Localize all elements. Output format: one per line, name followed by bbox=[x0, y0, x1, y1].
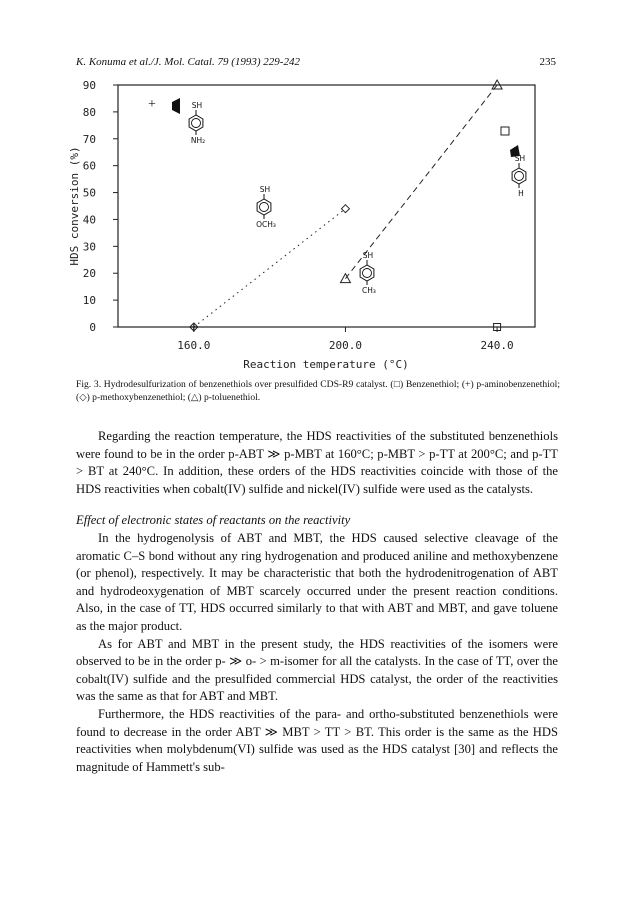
aromatic-circle bbox=[515, 172, 524, 181]
thiol-group-label: SH bbox=[259, 185, 271, 194]
structure-methoxybenzenethiol bbox=[256, 185, 276, 229]
y-tick-label: 30 bbox=[82, 240, 96, 254]
aromatic-circle bbox=[192, 119, 201, 128]
figure-caption: Fig. 3. Hydrodesulfurization of benzenethiols over presulfided CDS-R9 catalyst. (□) Benzenethiol; (+) p-aminobenzenethiol; (◇) p-methoxybenzenethiol; (△) p-toluenethiol. bbox=[76, 379, 560, 403]
body-text bbox=[76, 428, 558, 776]
y-tick-label: 20 bbox=[82, 267, 96, 281]
page-number: 235 bbox=[539, 56, 556, 68]
y-axis-label: HDS conversion (%) bbox=[68, 146, 81, 266]
section-heading: Effect of electronic states of reactants on the reactivity bbox=[76, 513, 351, 528]
chart-axes bbox=[83, 79, 535, 352]
aromatic-circle bbox=[363, 269, 372, 278]
thiol-group-label: SH bbox=[514, 154, 526, 163]
y-tick-label: 60 bbox=[82, 159, 96, 173]
y-tick-label: 90 bbox=[82, 79, 96, 92]
legend-square-marker bbox=[501, 127, 509, 135]
chart-series bbox=[190, 80, 502, 331]
substituent-label: CH₃ bbox=[362, 286, 376, 295]
structure-toluenethiol bbox=[360, 251, 376, 295]
structure-benzenethiol bbox=[512, 154, 526, 198]
plot-frame bbox=[118, 85, 535, 327]
paragraph-1: Regarding the reaction temperature, the HDS reactivities of the substituted benzenethiols were found to be in the order p-ABT ≫ p-MBT at 160°C; p-MBT > p-TT at 200°C; and p-TT > BT at 240°C. In addition, these orders of the HDS reactivities coincide with those of the HDS reactivities when cobalt(IV) sulfide and nickel(IV) sulfide were used as the catalysts. bbox=[76, 429, 558, 496]
aromatic-circle bbox=[260, 203, 269, 212]
thiol-group-label: SH bbox=[362, 251, 374, 260]
arrow-pointer bbox=[172, 98, 180, 114]
series-line bbox=[345, 85, 497, 279]
x-tick-label: 160.0 bbox=[177, 339, 211, 352]
x-tick-label: 240.0 bbox=[480, 339, 514, 352]
y-tick-label: 80 bbox=[82, 105, 96, 119]
substituent-label: OCH₃ bbox=[256, 220, 276, 229]
x-tick-label: 200.0 bbox=[328, 339, 363, 352]
chemical-structures bbox=[148, 97, 526, 295]
thiol-group-label: SH bbox=[191, 101, 203, 110]
running-title: K. Konuma et al./J. Mol. Catal. 79 (1993) 229-242 bbox=[76, 56, 300, 68]
y-tick-label: 10 bbox=[82, 294, 96, 308]
paragraph-3: As for ABT and MBT in the present study, the HDS reactivities of the isomers were observed to be in the order p- ≫ o- > m-isomer for all the catalysts. In the case of TT, over the cobalt(IV) sulfide and the presulfided commercial HDS catalyst, the order of the reactivities was the same as that for ABT and MBT. bbox=[76, 636, 558, 704]
plus-marker bbox=[190, 323, 198, 331]
paragraph-2: In the hydrogenolysis of ABT and MBT, the HDS caused selective cleavage of the aromatic C–S bond without any ring hydrogenation and produced aniline and methoxybenzene (or phenol), respectively. It may be characteristic that both the hydrodenitrogenation of ABT and hydrodeoxygenation of MBT scarcely occurred under the present reaction conditions. Also, in the case of TT, HDS occurred similarly to that with ABT and MBT, and gave toluene as the major product. bbox=[76, 530, 558, 633]
y-tick-label: 0 bbox=[89, 321, 96, 334]
substituent-label: NH₂ bbox=[190, 136, 206, 145]
substituent-label: H bbox=[518, 189, 524, 198]
hds-conversion-chart bbox=[0, 0, 624, 380]
structure-aminobenzenethiol bbox=[189, 101, 205, 145]
y-tick-label: 70 bbox=[82, 132, 96, 146]
y-tick-label: 40 bbox=[82, 213, 96, 227]
x-axis-label: Reaction temperature (°C) bbox=[243, 358, 409, 371]
y-tick-label: 50 bbox=[82, 186, 96, 200]
paragraph-4: Furthermore, the HDS reactivities of the para- and ortho-substituted benzenethiols were found to decrease in the order ABT ≫ MBT > TT > BT. This order is the same as the HDS reactivities when molybdenum(VI) sulfide was used as the HDS catalyst [30] and reflects the magnitude of Hammett's sub- bbox=[76, 706, 558, 774]
legend-plus-marker: + bbox=[148, 97, 156, 112]
